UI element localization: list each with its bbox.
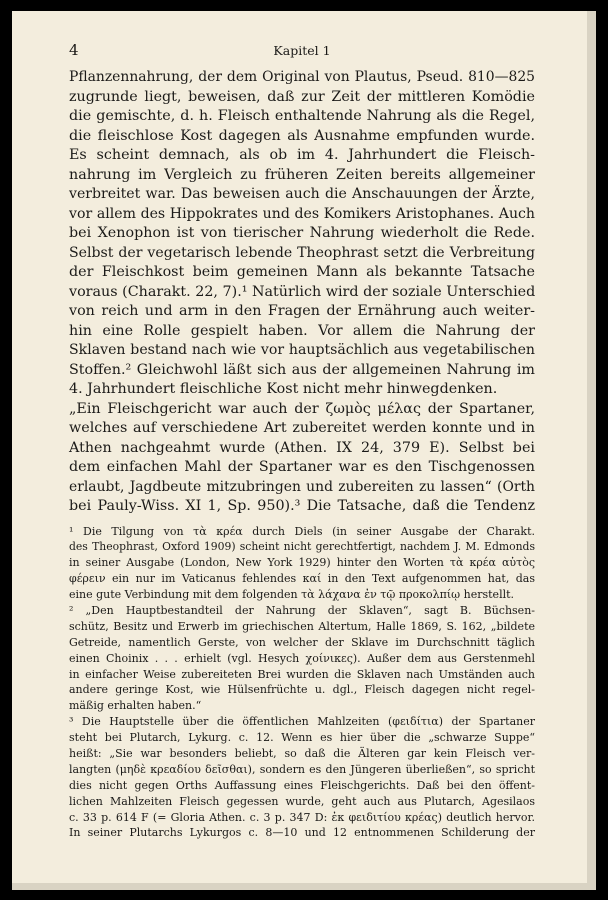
page-header bbox=[69, 41, 535, 61]
body-line: Es scheint demnach, als ob im 4. Jahrhundert die Fleisch- bbox=[69, 147, 535, 163]
footnote-line: In seiner Plutarchs Lykurgos c. 8—10 und 12 entnommenen Schilderung der bbox=[69, 826, 535, 840]
body-line: verbreitet war. Das beweisen auch die Anschauungen der Ärzte, bbox=[69, 186, 535, 202]
footnote-line: schütz, Besitz und Erwerb im griechischen Altertum, Halle 1869, S. 162, „bildete bbox=[69, 619, 535, 633]
footnote-line: des Theophrast, Oxford 1909) scheint nicht gerechtfertigt, nachdem J. M. Edmonds bbox=[69, 540, 535, 554]
body-line: nahrung im Vergleich zu früheren Zeiten bereits allgemeiner bbox=[69, 166, 535, 183]
body-line: Pflanzennahrung, der dem Original von Plautus, Pseud. 810—825 bbox=[69, 69, 535, 85]
body-line: voraus (Charakt. 22, 7).¹ Natürlich wird der soziale Unterschied bbox=[69, 283, 536, 300]
footnote-line: dies nicht gegen Orths Auffassung eines Fleischgerichts. Daß bei den öffent- bbox=[69, 778, 535, 792]
footnote-line: langten (μηδὲ κρεαδίου δεῖσθαι), sondern es den Jüngeren überließen“, so spricht bbox=[69, 762, 535, 776]
body-line: bei Xenophon ist von tierischer Nahrung wiederholt die Rede. bbox=[69, 225, 535, 241]
page-number: 4 bbox=[69, 41, 79, 59]
footnote-line: heißt: „Sie war besonders beliebt, so daß die Älteren gar kein Fleisch ver- bbox=[69, 746, 535, 760]
body-line: die gemischte, d. h. Fleisch enthaltende Nahrung als die Regel, bbox=[69, 108, 535, 124]
page-edge-bottom bbox=[12, 883, 596, 890]
body-line: dem einfachen Mahl der Spartaner war es den Tischgenossen bbox=[69, 459, 535, 475]
footnote-line: andere geringe Kost, wie Hülsenfrüchte u. dgl., Fleisch dagegen nicht regel- bbox=[69, 683, 535, 697]
footnote-line: Getreide, namentlich Gerste, von welcher der Sklave im Durchschnitt täglich bbox=[69, 635, 535, 649]
footnote-line: steht bei Plutarch, Lykurg. c. 12. Wenn es hier über die „schwarze Suppe“ bbox=[69, 731, 535, 745]
footnote-line: einen Choinix . . . erhielt (vgl. Hesych χοίνικες). Außer dem aus Gerstenmehl bbox=[69, 651, 535, 665]
footnote-line: φέρειν ein nur im Vaticanus fehlendes καί in den Text aufgenommen hat, das bbox=[69, 572, 535, 586]
footnote-line: ³ Die Hauptstelle über die öffentlichen Mahlzeiten (φειδίτια) der Spartaner bbox=[69, 715, 535, 729]
body-line: vor allem des Hippokrates und des Komikers Aristophanes. Auch bbox=[69, 205, 535, 222]
footnote-line: eine gute Verbindung mit dem folgenden τὰ λάχανα ἐν τῷ προκολπίῳ herstellt. bbox=[69, 588, 515, 602]
body-line: erlaubt, Jagdbeute mitzubringen und zubereiten zu lassen“ (Orth bbox=[69, 478, 535, 495]
footnote-line: ² „Den Hauptbestandteil der Nahrung der Sklaven“, sagt B. Büchsen- bbox=[69, 603, 535, 617]
body-line: 4. Jahrhundert fleischliche Kost nicht mehr hinwegdenken. bbox=[69, 381, 498, 397]
book-page bbox=[12, 11, 596, 890]
body-line: von reich und arm in den Fragen der Ernährung auch weiter- bbox=[69, 303, 535, 319]
body-line: der Fleischkost beim gemeinen Mann als bekannte Tatsache bbox=[69, 264, 535, 280]
body-line: „Ein Fleischgericht war auch der ζωμὸς μέλας der Spartaner, bbox=[69, 400, 535, 417]
body-line: bei Pauly-Wiss. XI 1, Sp. 950).³ Die Tatsache, daß die Tendenz bbox=[69, 498, 535, 514]
body-line: Sklaven bestand nach wie vor hauptsächlich aus vegetabilischen bbox=[69, 342, 535, 358]
body-line: Selbst der vegetarisch lebende Theophrast setzt die Verbreitung bbox=[69, 244, 535, 261]
footnote-line: in seiner Ausgabe (London, New York 1929) hinter den Worten τὰ κρέα αὐτὸς bbox=[69, 556, 535, 570]
footnote-line: in einfacher Weise zubereiteten Brei wurden die Sklaven nach Umständen auch bbox=[69, 667, 535, 681]
footnote-line: ¹ Die Tilgung von τὰ κρέα durch Diels (in seiner Ausgabe der Charakt. bbox=[69, 524, 535, 538]
footnote-line: mäßig erhalten haben.“ bbox=[69, 699, 202, 713]
body-text bbox=[69, 68, 535, 517]
page-text bbox=[69, 68, 535, 841]
body-line: Athen nachgeahmt wurde (Athen. IX 24, 379 E). Selbst bei bbox=[69, 439, 535, 456]
body-line: hin eine Rolle gespielt haben. Vor allem die Nahrung der bbox=[69, 322, 535, 339]
body-line: welches auf verschiedene Art zubereitet werden konnte und in bbox=[69, 420, 535, 436]
footnotes bbox=[69, 524, 535, 842]
page-edge-right bbox=[587, 11, 596, 890]
footnote-line: c. 33 p. 614 F (= Gloria Athen. c. 3 p. 347 D: ἐκ φειδιτίου κρέας) deutlich hervor. bbox=[69, 810, 535, 824]
body-line: die fleischlose Kost dagegen als Ausnahme empfunden wurde. bbox=[69, 127, 535, 144]
footnote-line: lichen Mahlzeiten Fleisch gegessen wurde, geht auch aus Plutarch, Agesilaos bbox=[69, 794, 535, 808]
body-line: zugrunde liegt, beweisen, daß zur Zeit der mittleren Komödie bbox=[69, 88, 535, 105]
body-line: Stoffen.² Gleichwohl läßt sich aus der allgemeinen Nahrung im bbox=[69, 361, 535, 378]
running-title: Kapitel 1 bbox=[273, 43, 331, 58]
